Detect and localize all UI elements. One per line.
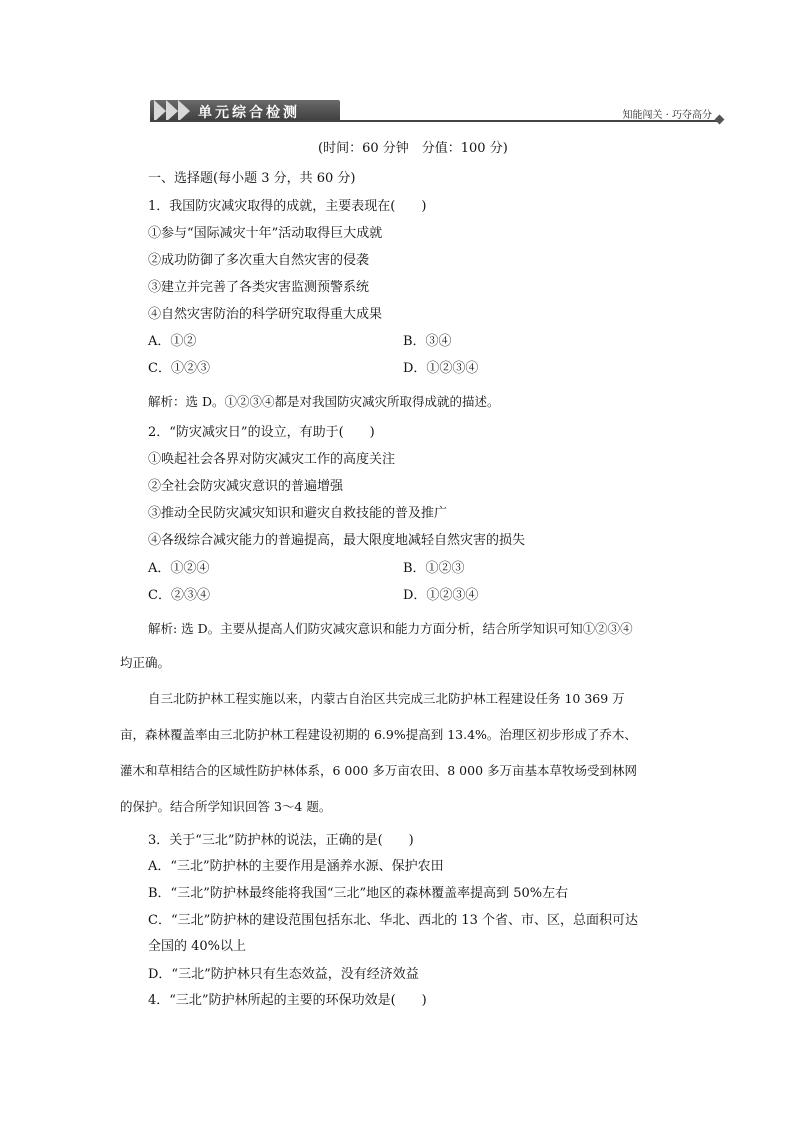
q2-option-c: C．②③④ (148, 588, 210, 603)
section-title: 一、选择题(每小题 3 分，共 60 分) (148, 171, 356, 186)
q2-option-a: A．①②④ (148, 561, 210, 576)
q2-statement-4: ④各级综合减灾能力的普遍提高，最大限度地减轻自然灾害的损失 (148, 533, 526, 548)
q1-statement-4: ④自然灾害防治的科学研究取得重大成果 (148, 307, 383, 322)
q1-option-d: D．①②③④ (403, 361, 479, 376)
question-2-stem: 2．“防灾减灾日”的设立，有助于( ) (148, 425, 375, 440)
q2-statement-3: ③推动全民防灾减灾知识和避灾自救技能的普及推广 (148, 506, 448, 521)
q1-option-b: B．③④ (403, 334, 452, 349)
diamond-icon (715, 115, 725, 125)
header-slogan: 知能闯关 · 巧夺高分 (622, 110, 712, 121)
q3-option-c: C．“三北”防护林的建设范围包括东北、华北、西北的 13 个省、市、区，总面积可达 (148, 913, 639, 928)
q2-option-d: D．①②③④ (403, 588, 479, 603)
chevron-right-icon (154, 100, 166, 122)
chevron-right-icon (166, 100, 178, 122)
q1-analysis: 解析：选 D。①②③④都是对我国防灾减灾所取得成就的描述。 (148, 394, 500, 409)
q2-analysis-line-1: 解析: 选 D。主要从提高人们防灾减灾意识和能力方面分析，结合所学知识可知①②③④ (148, 621, 633, 636)
q1-option-a: A．①② (148, 334, 197, 349)
banner-title: 单元综合检测 (198, 105, 300, 121)
time-score: (时间：60 分钟 分值：100 分) (318, 141, 508, 156)
q2-option-b: B．①②③ (403, 561, 465, 576)
passage-line-4: 的保护。结合所学知识回答 3～4 题。 (120, 799, 332, 814)
question-3-stem: 3．关于“三北”防护林的说法，正确的是( ) (148, 833, 414, 848)
q3-option-b: B．“三北”防护林最终能将我国“三北”地区的森林覆盖率提高到 50%左右 (148, 886, 569, 901)
q1-option-c: C．①②③ (148, 361, 210, 376)
question-4-stem: 4．“三北”防护林所起的主要的环保功效是( ) (148, 993, 427, 1008)
passage-line-3: 灌木和草相结合的区域性防护林体系，6 000 多万亩农田、8 000 多万亩基本草牧场受到林网 (120, 763, 638, 778)
q3-option-c-continued: 全国的 40%以上 (148, 939, 247, 954)
chevron-right-icon (178, 100, 190, 122)
question-1-stem: 1．我国防灾减灾取得的成就，主要表现在( ) (148, 199, 427, 214)
q3-option-a: A．“三北”防护林的主要作用是涵养水源、保护农田 (148, 859, 444, 874)
passage-line-1: 自三北防护林工程实施以来，内蒙古自治区共完成三北防护林工程建设任务 10 369 万 (148, 691, 625, 706)
q3-option-d: D．“三北”防护林只有生态效益，没有经济效益 (148, 967, 419, 982)
q2-statement-1: ①唤起社会各界对防灾减灾工作的高度关注 (148, 452, 396, 467)
q1-statement-3: ③建立并完善了各类灾害监测预警系统 (148, 280, 370, 295)
q2-analysis-line-2: 均正确。 (120, 655, 171, 670)
passage-line-2: 亩，森林覆盖率由三北防护林工程建设初期的 6.9%提高到 13.4%。治理区初步形成了乔木、 (120, 727, 637, 742)
q1-statement-1: ①参与“国际减灾十年”活动取得巨大成就 (148, 226, 383, 241)
q1-statement-2: ②成功防御了多次重大自然灾害的侵袭 (148, 253, 370, 268)
q2-statement-2: ②全社会防灾减灾意识的普遍增强 (148, 479, 344, 494)
